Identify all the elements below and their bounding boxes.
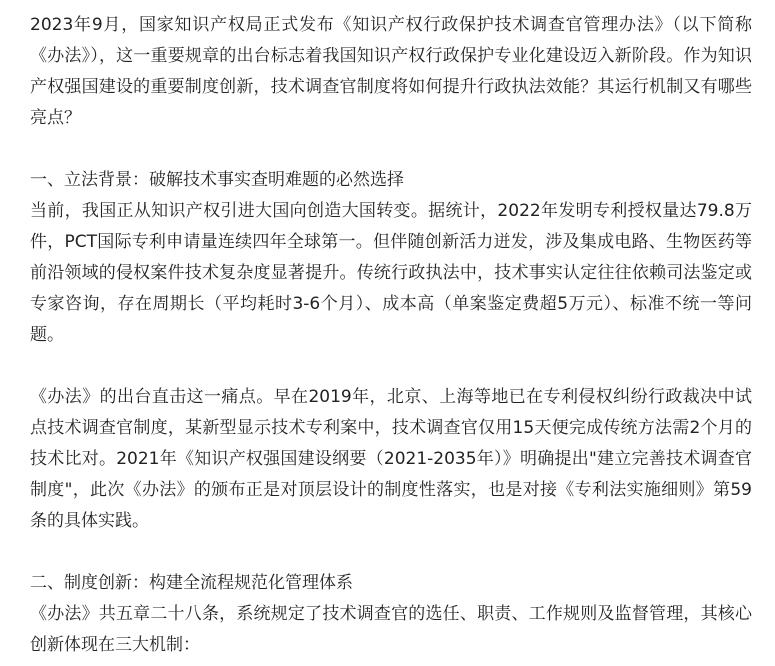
article-body: [30, 10, 752, 661]
paragraph-spacer: [30, 537, 752, 568]
paragraph-spacer: [30, 351, 752, 382]
intro-paragraph: 2023年9月，国家知识产权局正式发布《知识产权行政保护技术调查官管理办法》（以下简称《办法》），这一重要规章的出台标志着我国知识产权行政保护专业化建设迈入新阶段。作为知识产权强国建设的重要制度创新，技术调查官制度将如何提升行政执法效能？其运行机制又有哪些亮点？: [30, 15, 752, 128]
section-2-paragraph-1: 《办法》共五章二十八条，系统规定了技术调查官的选任、职责、工作规则及监督管理，其核心创新体现在三大机制：: [30, 604, 752, 655]
section-1-heading: 一、立法背景：破解技术事实查明难题的必然选择: [30, 170, 404, 190]
section-1-paragraph-1: 当前，我国正从知识产权引进大国向创造大国转变。据统计，2022年发明专利授权量达79.8万件，PCT国际专利申请量连续四年全球第一。但伴随创新活力迸发，涉及集成电路、生物医药等前沿领域的侵权案件技术复杂度显著提升。传统行政执法中，技术事实认定往往依赖司法鉴定或专家咨询，存在周期长（平均耗时3-6个月）、成本高（单案鉴定费超5万元）、标准不统一等问题。: [30, 201, 752, 345]
section-2-heading: 二、制度创新：构建全流程规范化管理体系: [30, 573, 353, 593]
section-1-paragraph-2: 《办法》的出台直击这一痛点。早在2019年，北京、上海等地已在专利侵权纠纷行政裁决中试点技术调查官制度，某新型显示技术专利案中，技术调查官仅用15天便完成传统方法需2个月的技术比对。2021年《知识产权强国建设纲要（2021-2035年）》明确提出"建立完善技术调查官制度"，此次《办法》的颁布正是对顶层设计的制度性落实，也是对接《专利法实施细则》第59条的具体实践。: [30, 387, 752, 531]
paragraph-spacer: [30, 134, 752, 165]
